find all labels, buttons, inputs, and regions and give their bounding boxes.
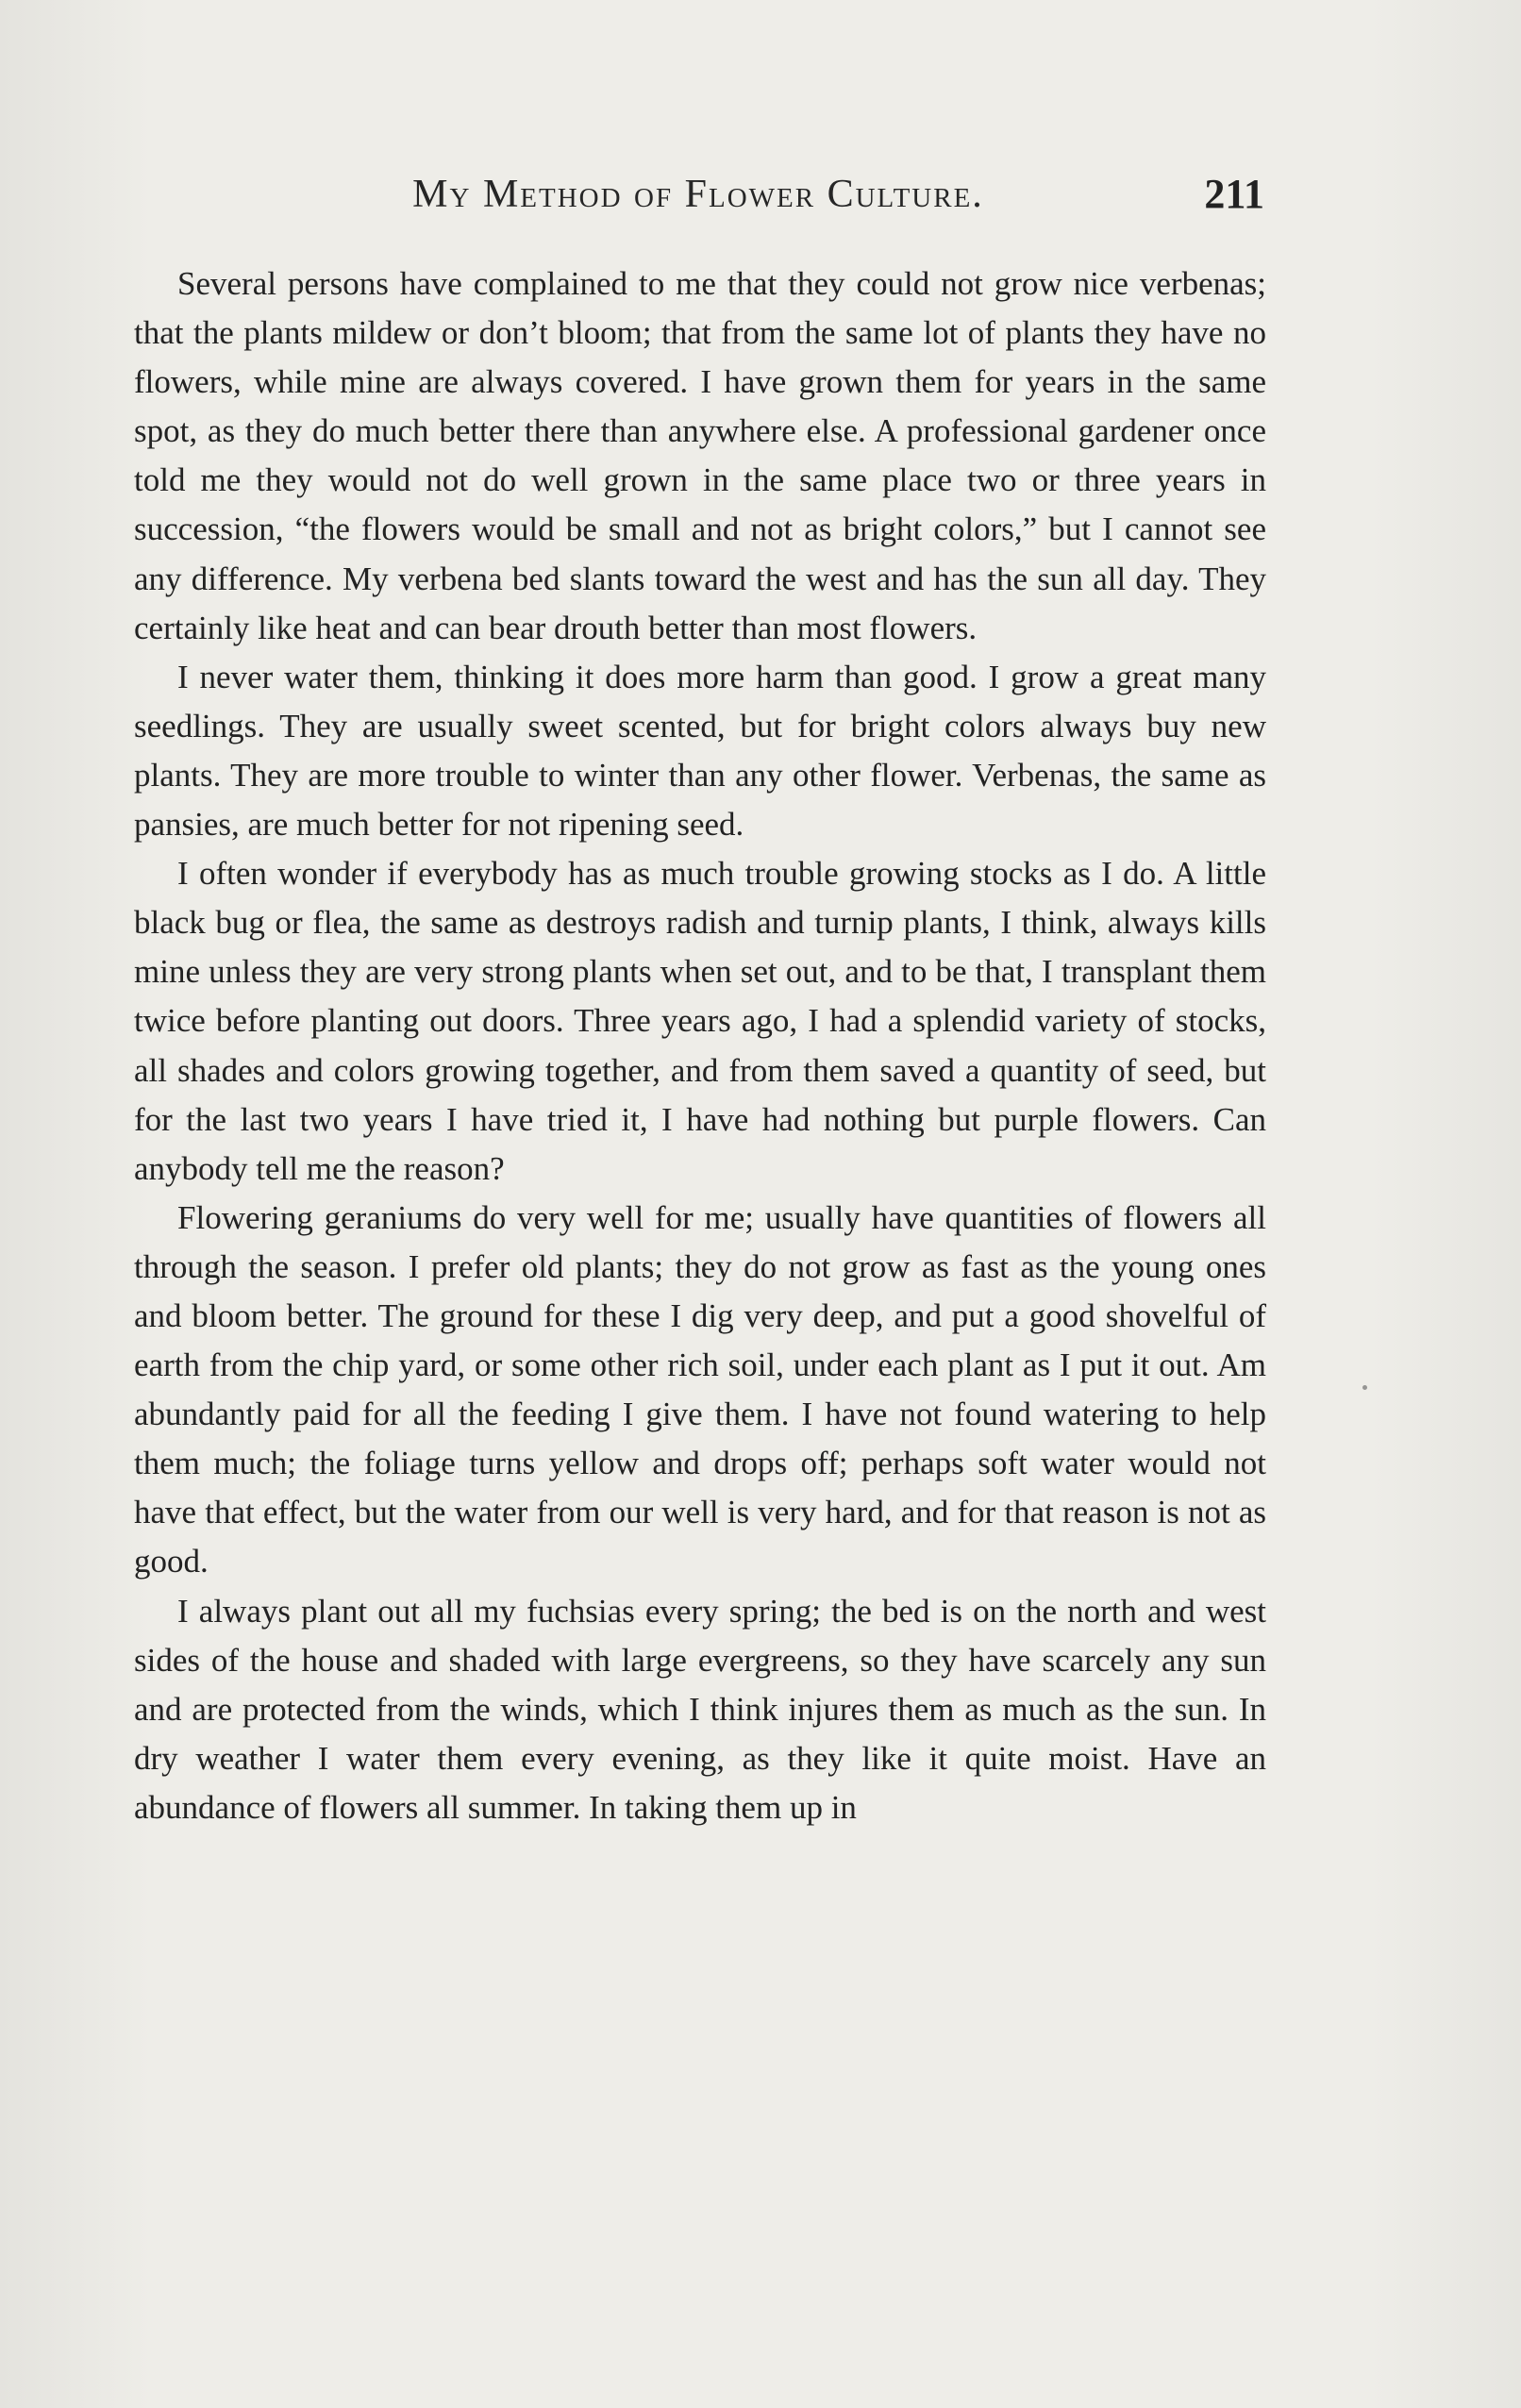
paragraph-stocks: I often wonder if everybody has as much trouble growing stocks as I do. A little black bug or flea, the same as destroys radish and turnip plants, I think, always kills mine unless they are very strong plants when set out, and to be that, I transplant them twice before planting out doors. Three years ago, I had a splendid variety of stocks, all shades and colors growing together, and from them saved a quantity of seed, but for the last two years I have tried it, I have had nothing but purple flowers. Can anybody tell me the reason? (134, 855, 1266, 1187)
page-header (132, 172, 1264, 228)
page-number: 211 (1204, 171, 1264, 217)
paragraph-verbenas: Several persons have complained to me that they could not grow nice verbenas; that the plants mildew or don’t bloom; that from the same lot of plants they have no flowers, while mine are always covered. I have grown them for years in the same spot, as they do much better there than anywhere else. A professional gardener once told me they would not do well grown in the same place two or three years in succession, “the flowers would be small and not as bright colors,” but I cannot see any difference. My verbena bed slants toward the west and has the sun all day. They certainly like heat and can bear drouth better than most flowers. (134, 265, 1266, 646)
paragraph-fuchsias: I always plant out all my fuchsias every spring; the bed is on the north and west sides of the house and shaded with large evergreens, so they have scarcely any sun and are protected from the winds, which I think injures them as much as the sun. In dry weather I water them every evening, as they like it quite moist. Have an abundance of flowers all summer. In taking them up in (134, 1592, 1266, 1826)
paper-speck (1362, 1385, 1367, 1390)
paragraph-geraniums: Flowering geraniums do very well for me; usually have quantities of flowers all through the season. I prefer old plants; they do not grow as fast as the young ones and bloom better. The ground for these I dig very deep, and put a good shovelful of earth from the chip yard, or some other rich soil, under each plant as I put it out. Am abundantly paid for all the feeding I give them. I have not found watering to help them much; the foliage turns yellow and drops off; perhaps soft water would not have that effect, but the water from our well is very hard, and for that reason is not as good. (134, 1198, 1266, 1580)
paragraph-watering-verbenas: I never water them, thinking it does more harm than good. I grow a great many seedlings. They are usually sweet scented, but for bright colors always buy new plants. They are more trouble to winter than any other flower. Verbenas, the same as pansies, are much better for not ripening seed. (134, 658, 1266, 844)
running-title: My Method of Flower Culture. (412, 173, 984, 216)
body-text (134, 259, 1266, 1832)
